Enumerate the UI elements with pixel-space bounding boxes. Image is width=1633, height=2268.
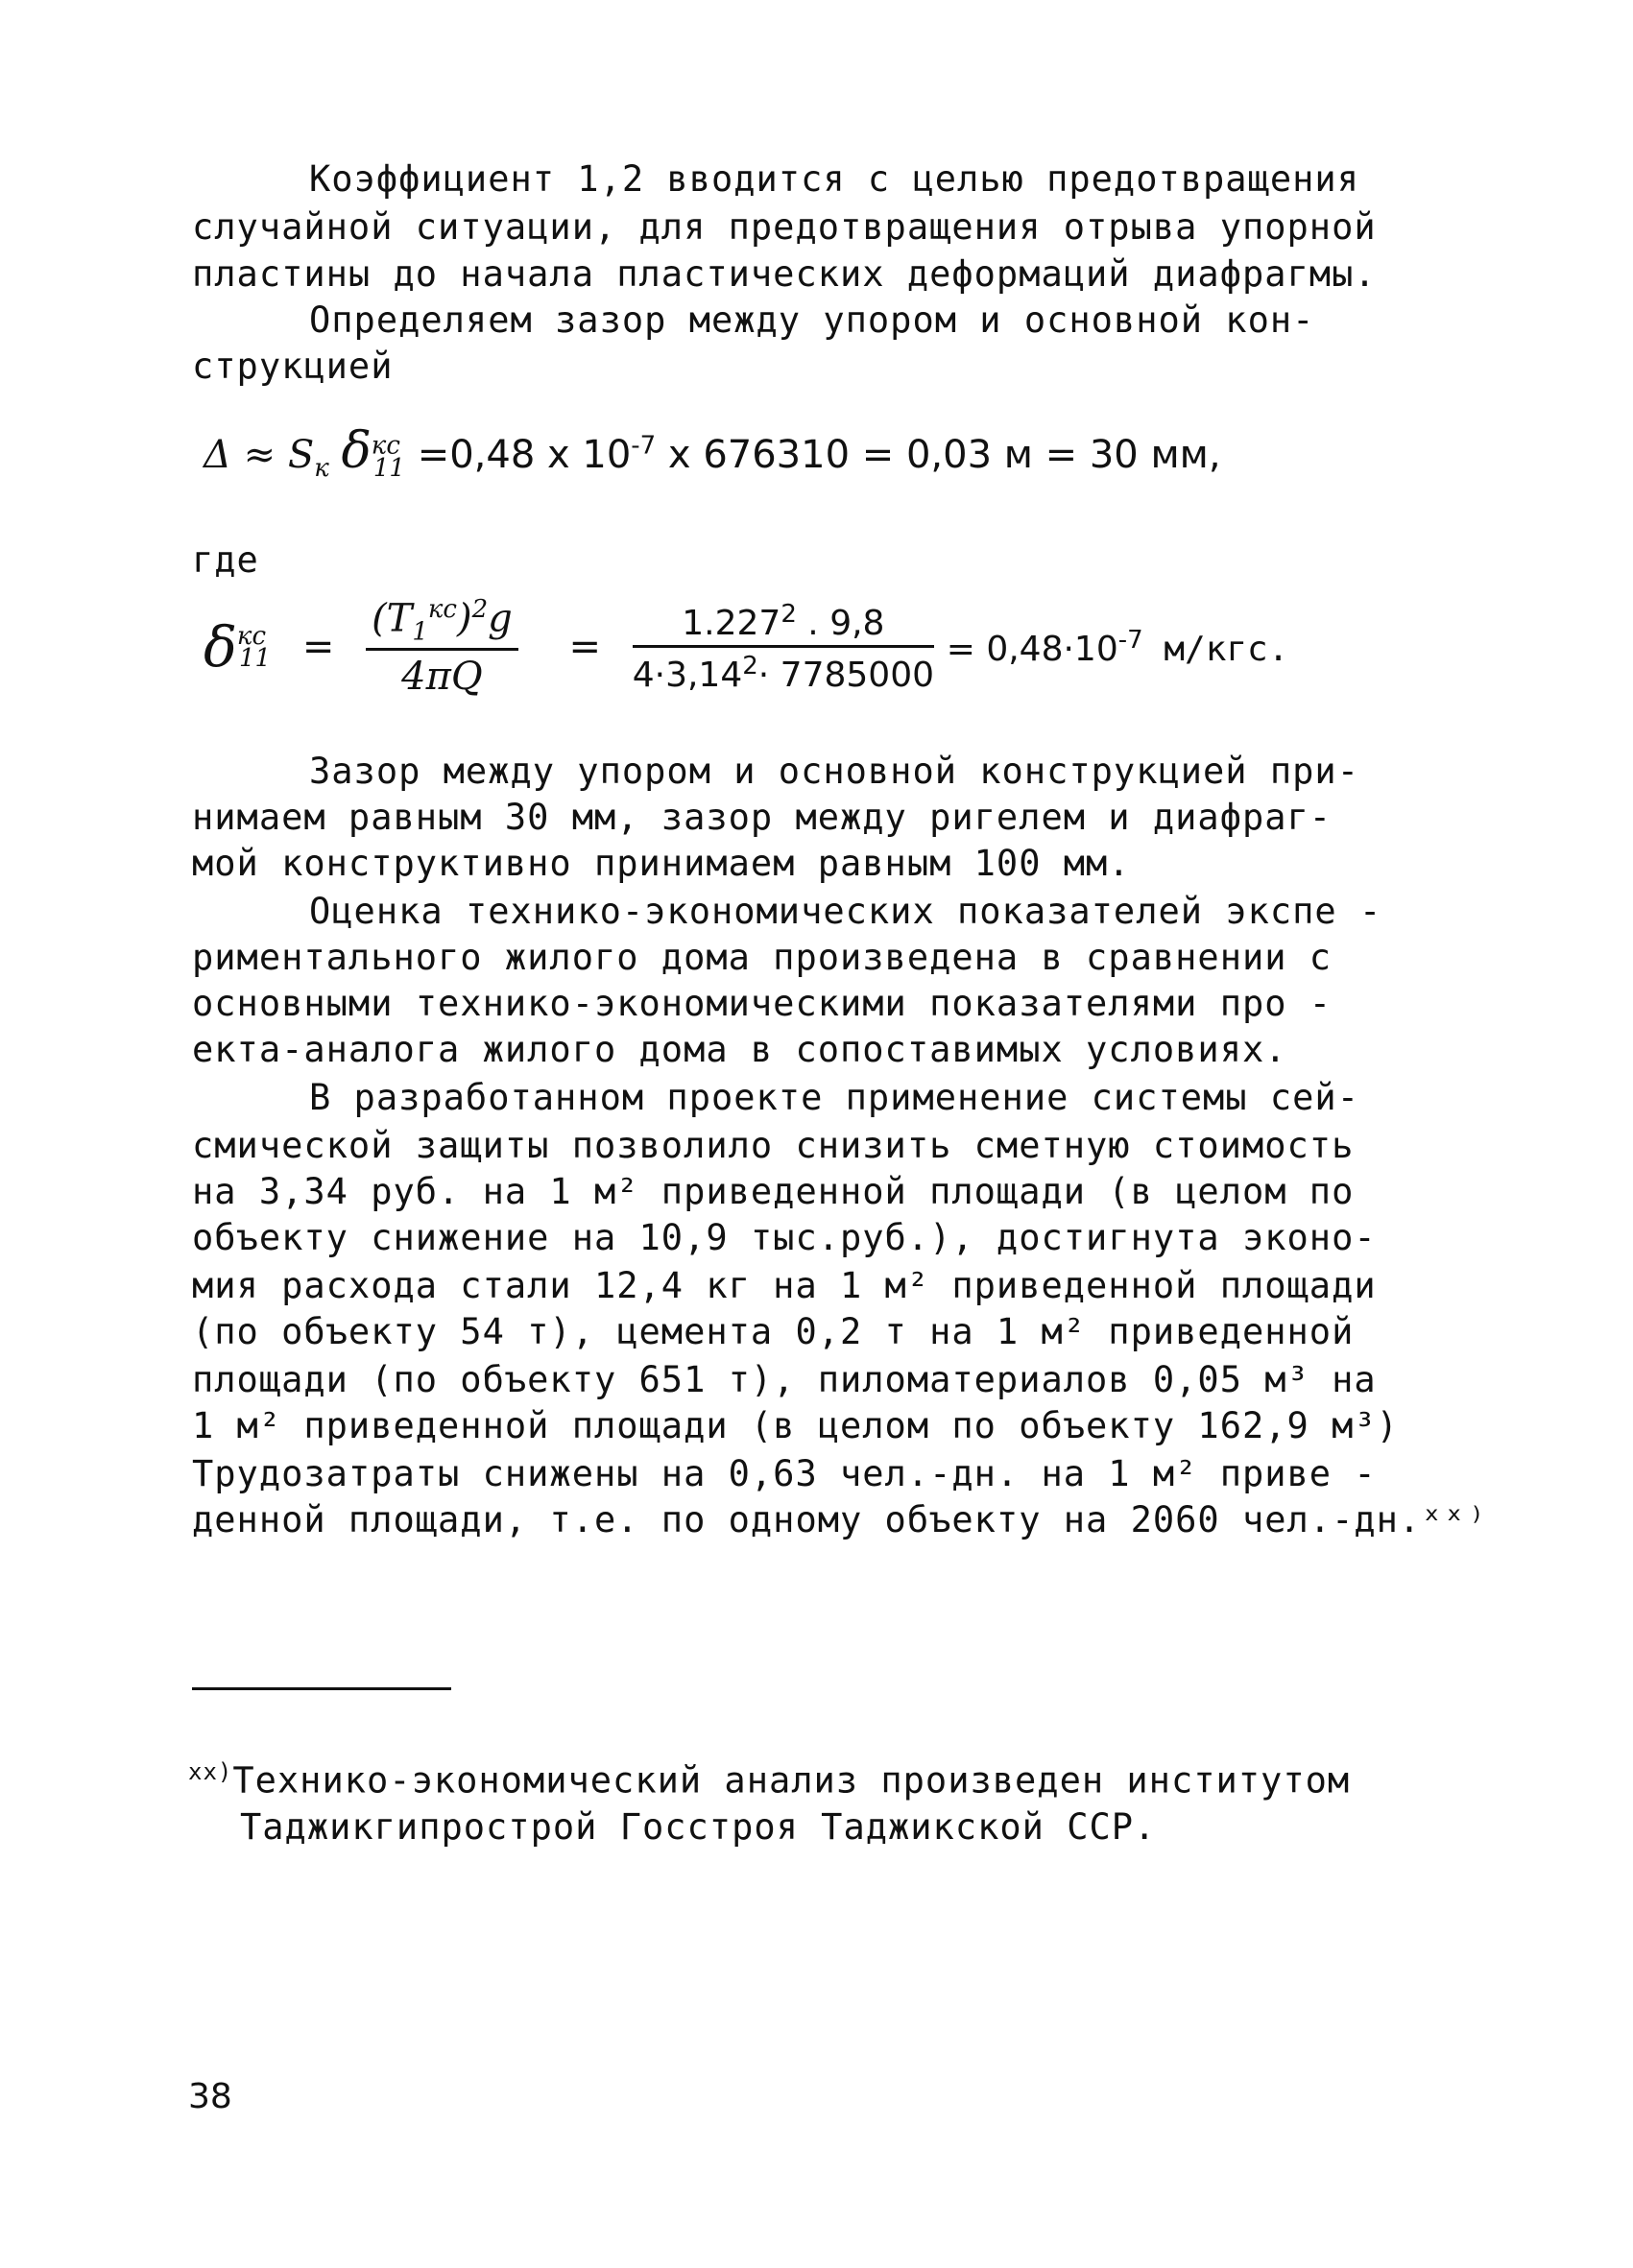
paragraph-line: Коэффициент 1,2 вводится с целью предотвращения <box>309 158 1359 200</box>
where-label: где <box>192 539 259 581</box>
equals-sign: = <box>568 625 601 670</box>
formula-delta <box>204 595 1288 699</box>
formula-result <box>946 625 1289 669</box>
paragraph-line: 1 м² приведенной площади (в целом по объекту 162,9 м³) <box>192 1405 1399 1446</box>
formula-rhs-b: x 676310 = 0,03 м = 30 мм, <box>656 433 1221 477</box>
result-unit: м/кгс. <box>1142 629 1289 669</box>
footnote-text: Технико-экономический анализ произведен институтом <box>232 1759 1351 1802</box>
fraction-denominator: 4πQ <box>401 655 483 700</box>
num-text: 1.227 <box>682 603 781 643</box>
num-pow: 2 <box>780 599 797 629</box>
paragraph-line: Оценка технико-экономических показателей экспе - <box>309 891 1382 932</box>
num-sup: кс <box>427 595 457 624</box>
fraction-denominator <box>633 648 934 695</box>
result-exp: -7 <box>1117 625 1143 655</box>
paragraph-line: мой конструктивно принимаем равным 100 мм. <box>192 843 1131 884</box>
num-sub: 1 <box>412 617 428 647</box>
formula-lhs-sub: к <box>314 454 329 483</box>
num-tail: . 9,8 <box>796 603 885 643</box>
delta-symbol: δ <box>204 614 237 680</box>
paragraph-line: мия расхода стали 12,4 кг на 1 м² приведенной площади <box>192 1265 1377 1306</box>
num-g: g <box>488 596 513 641</box>
result-text: = 0,48·10 <box>946 629 1118 669</box>
paragraph-line: площади (по объекту 651 т), пиломатериалов 0,05 м³ на <box>192 1359 1377 1400</box>
paragraph-line: смической защиты позволило снизить сметную стоимость <box>192 1125 1355 1166</box>
fraction-numerator <box>366 595 518 651</box>
equals-sign: = <box>301 625 335 670</box>
paragraph-line: Определяем зазор между упором и основной кон- <box>309 299 1315 341</box>
footnote-line <box>188 1749 1350 1803</box>
num-pow: 2 <box>471 595 489 624</box>
formula-rhs-a: =0,48 x 10 <box>417 433 632 477</box>
paragraph-line: струкцией <box>192 346 394 387</box>
formula-gap <box>204 422 1221 483</box>
footnote-marker: xx) <box>188 1758 233 1785</box>
fraction-numeric <box>633 600 934 695</box>
num-close: ) <box>457 596 472 641</box>
paragraph-line: Трудозатраты снижены на 0,63 чел.-дн. на 1 м² приве - <box>192 1453 1377 1494</box>
delta-sub: 11 <box>239 644 272 674</box>
paragraph-line: пластины до начала пластических деформаций диафрагмы. <box>192 253 1377 295</box>
page-number: 38 <box>188 2077 232 2116</box>
paragraph-line: объекту снижение на 10,9 тыс.руб.), достигнута эконо- <box>192 1217 1377 1258</box>
delta-sub: 11 <box>372 454 405 483</box>
den-tail: · 7785000 <box>757 655 934 695</box>
delta-symbol: δ <box>341 422 372 480</box>
footnote-divider <box>192 1687 451 1690</box>
delta-sup: кс <box>236 621 267 651</box>
paragraph-line: Зазор между упором и основной конструкцией при- <box>309 751 1359 792</box>
paragraph-line: основными технико-экономическими показателями про - <box>192 983 1333 1024</box>
paragraph-line: на 3,34 руб. на 1 м² приведенной площади (в целом по <box>192 1171 1355 1212</box>
paragraph-line: екта-аналога жилого дома в сопоставимых условиях. <box>192 1029 1287 1070</box>
den-text: 4·3,14 <box>632 655 743 695</box>
footnote-line: Таджикгипрострой Госстроя Таджикской ССР. <box>240 1806 1157 1848</box>
den-pow: 2 <box>742 651 758 680</box>
delta-sup: кс <box>371 431 400 461</box>
paragraph-line: нимаем равным 30 мм, зазор между ригелем и диафраг- <box>192 797 1333 838</box>
paragraph-line: денной площади, т.е. по одному объекту на 2060 чел.-дн.ˣˣ⁾ <box>192 1499 1489 1540</box>
formula-rhs-exp: -7 <box>631 431 657 461</box>
num-text: (T <box>372 596 413 641</box>
formula-lhs: Δ ≈ S <box>204 433 315 477</box>
paragraph-line: случайной ситуации, для предотвращения отрыва упорной <box>192 206 1377 248</box>
fraction-symbolic <box>366 595 518 699</box>
fraction-numerator <box>633 600 934 648</box>
paragraph-line: В разработанном проекте применение системы сей- <box>309 1077 1359 1118</box>
paragraph-line: (по объекту 54 т), цемента 0,2 т на 1 м² приведенной <box>192 1311 1355 1352</box>
paragraph-line: риментального жилого дома произведена в сравнении с <box>192 937 1333 978</box>
